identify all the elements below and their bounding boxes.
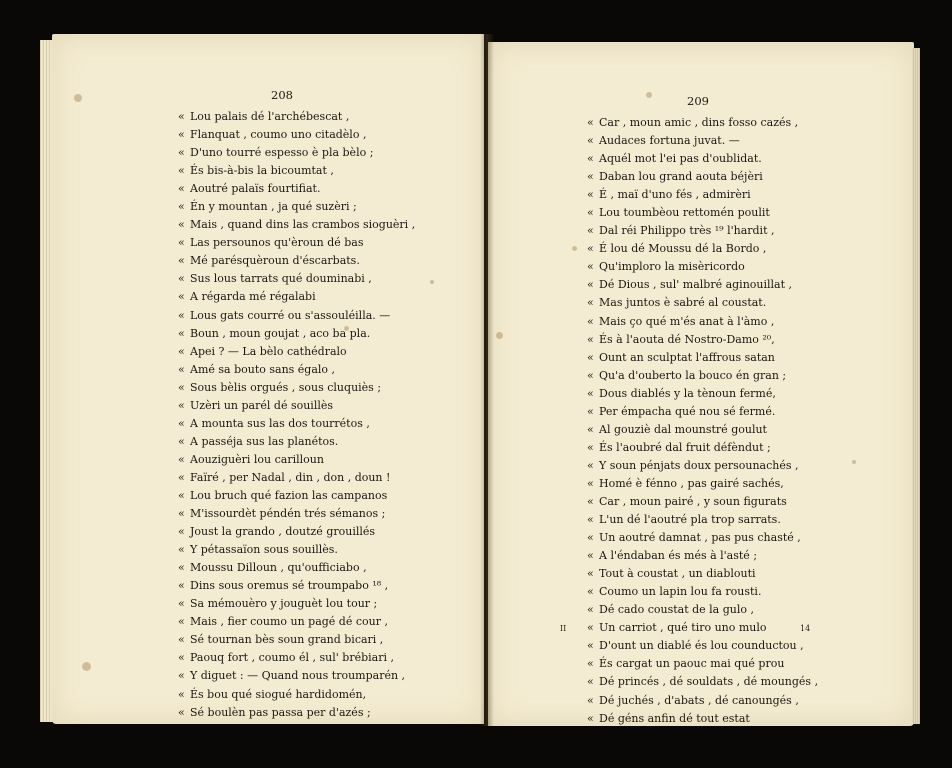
verse-text: Paouq fort , coumo él , sul' brébiari , [190,651,394,665]
quote-mark: « [587,549,594,563]
verse-text: Dous diablés y la tènoun fermé, [599,386,776,400]
verse-line [587,204,818,222]
verse-text: Lou palais dé l'archébescat , [190,110,350,123]
verse-text: Un aoutré damnat , pas pus chasté , [599,531,801,545]
quote-mark: « [178,705,185,719]
verse-text: M'issourdèt péndén trés sémanos ; [190,507,386,521]
quote-mark: « [587,476,594,490]
quote-mark: « [587,332,594,346]
quote-mark: « [587,134,594,148]
verse-text: Moussu Dilloun , qu'oufficiabo , [190,561,367,575]
quote-mark: « [178,507,185,521]
verse-line [178,325,415,343]
verse-line [178,343,415,361]
verse-text: Dé juchés , d'abats , dé canoungés , [599,693,799,707]
quote-mark: « [178,200,185,214]
verse-text: Mas juntos è sabré al coustat. [599,296,767,310]
book-gutter [480,34,494,726]
right-page-edges [912,48,920,724]
verse-text: D'ount un diablé és lou counductou , [599,639,804,653]
verse-text: Sus lous tarrats qué douminabi , [190,272,372,286]
verse-line [587,114,818,132]
verse-text: Flanquat , coumo uno citadèlo , [190,128,367,142]
verse-text: És l'aoubré dal fruit défèndut ; [599,440,771,454]
verse-text: Mais ço qué m'és anat à l'àmo , [599,314,775,328]
quote-mark: « [587,585,594,599]
verse-line [178,704,415,722]
quote-mark: « [587,675,594,689]
quote-mark: « [178,398,185,412]
verse-line [178,667,415,685]
verse-line [587,349,818,367]
left-page [52,34,484,724]
verse-text: Daban lou grand aouta béjèri [599,170,763,184]
quote-mark: « [587,206,594,220]
verse-line [178,433,415,451]
quote-mark: « [178,633,185,647]
quote-mark: « [587,368,594,382]
verse-line [587,457,818,475]
verse-text: Aoutré palaïs fourtifiat. [190,182,321,196]
verse-text: É lou dé Moussu dé la Bordo , [599,242,767,256]
verse-line [178,379,415,397]
verse-line [587,168,818,186]
verse-line [587,421,818,439]
foxing-spot [74,94,82,102]
signature-mark: 14 [800,624,811,633]
verse-line [178,288,415,306]
quote-mark: « [178,669,185,683]
verse-text: Al gouziè dal mounstré goulut [599,422,767,436]
quote-mark: « [178,272,185,286]
verse-line [587,475,818,493]
verse-text: És bis-à-bis la bicoumtat , [190,164,334,178]
quote-mark: « [178,380,185,394]
verse-text: Dé géns anfin dé tout estat [599,711,750,725]
quote-mark: « [587,188,594,202]
quote-mark: « [587,422,594,436]
verse-text: Audaces fortuna juvat. — [599,134,740,148]
quote-mark: « [178,128,185,142]
verse-text: Mais , quand dins las crambos sioguèri , [190,218,416,232]
verse-line [178,234,415,252]
verse-line [178,198,415,216]
foxing-spot [496,332,503,339]
verse-text: Ount an sculptat l'affrous satan [599,350,775,364]
verse-line [587,511,818,529]
verse-line [587,240,818,258]
verse-line [587,493,818,511]
quote-mark: « [587,621,594,635]
page-number: 208 [271,88,293,102]
verse-line [178,487,415,505]
quote-mark: « [178,182,185,196]
quote-mark: « [587,440,594,454]
verse-text: A passéja sus las planétos. [190,434,339,448]
verse-line [178,686,415,704]
verse-text: Sous bèlis orgués , sous cluquiès ; [190,380,382,394]
verse-line [178,451,415,469]
quote-mark: « [587,603,594,617]
verse-line [178,577,415,595]
foxing-spot [430,280,434,284]
quote-mark: « [178,543,185,557]
verse-text: D'uno tourré espesso è pla bèlo ; [190,146,374,160]
verse-text: Mais , fier coumo un pagé dé cour , [190,615,388,629]
quote-mark: « [178,146,185,160]
quote-mark: « [178,290,185,304]
verse-lines [178,108,415,722]
verse-line [587,403,818,421]
quote-mark: « [178,326,185,340]
verse-text: És cargat un paouc mai qué prou [599,657,785,671]
quote-mark: « [178,110,185,123]
verse-line [178,162,415,180]
quote-mark: « [178,434,185,448]
quote-mark: « [587,693,594,707]
verse-line [178,649,415,667]
right-page [488,42,914,726]
quote-mark: « [587,458,594,472]
verse-line [178,415,415,433]
quote-mark: « [587,314,594,328]
foxing-spot [344,326,349,331]
quote-mark: « [587,657,594,671]
verse-text: Lous gats courré ou s'assouléilla. — [190,308,391,322]
quote-mark: « [587,278,594,292]
quote-mark: « [178,579,185,593]
verse-text: Qu'a d'ouberto la bouco én gran ; [599,368,787,382]
foxing-spot [646,92,652,98]
quote-mark: « [587,513,594,527]
verse-line [178,252,415,270]
verse-line [587,529,818,547]
verse-text: Un carriot , qué tiro uno mulo [599,621,767,635]
verse-line [587,601,818,619]
verse-text: Y pétassaïon sous souillès. [190,543,338,557]
quote-mark: « [587,224,594,238]
verse-line [178,361,415,379]
verse-text: Sa mémouèro y jouguèt lou tour ; [190,597,378,611]
verse-line [587,258,818,276]
quote-mark: « [178,218,185,232]
verse-line [587,673,818,691]
verse-line [178,631,415,649]
verse-line [587,222,818,240]
quote-mark: « [587,386,594,400]
verse-line [587,637,818,655]
verse-line [178,505,415,523]
verse-text: Apei ? — La bèlo cathédralo [190,344,347,358]
verse-text: Car , moun amic , dins fosso cazés , [599,116,799,129]
quote-mark: « [178,452,185,466]
quote-mark: « [178,236,185,250]
quote-mark: « [178,344,185,358]
page-number: 209 [687,94,709,108]
verse-line [178,180,415,198]
verse-line [587,385,818,403]
verse-text: Joust la grando , doutzé grouillés [190,525,376,539]
quote-mark: « [178,615,185,629]
verse-line [178,144,415,162]
verse-text: A l'éndaban és més à l'asté ; [599,549,758,563]
verse-text: Uzèri un parél dé souillès [190,398,334,412]
verse-text: Y soun pénjats doux persounachés , [599,458,799,472]
verse-text: A mounta sus las dos tourrétos , [190,416,370,430]
verse-line [587,565,818,583]
verse-text: Sé tournan bès soun grand bicari , [190,633,384,647]
verse-line [178,270,415,288]
verse-text: Aquél mot l'ei pas d'oublidat. [599,152,762,166]
verse-line [178,559,415,577]
quote-mark: « [178,308,185,322]
foxing-spot [82,662,91,671]
quote-mark: « [587,567,594,581]
quote-mark: « [587,494,594,508]
quote-mark: « [587,350,594,364]
quote-mark: « [178,164,185,178]
verse-line [178,397,415,415]
quote-mark: « [587,639,594,653]
verse-text: Boun , moun goujat , aco ba pla. [190,326,371,340]
verse-lines [587,114,818,728]
quote-mark: « [587,296,594,310]
quote-mark: « [587,711,594,725]
quote-mark: « [178,470,185,484]
verse-line [587,619,818,637]
verse-text: Car , moun pairé , y soun figurats [599,494,787,508]
quote-mark: « [178,687,185,701]
verse-text: És bou qué siogué hardidomén, [190,687,367,701]
foxing-spot [572,246,577,251]
quote-mark: « [587,170,594,184]
verse-line [587,294,818,312]
verse-text: És à l'aouta dé Nostro-Damo ²⁰, [599,332,775,346]
verse-line [587,583,818,601]
verse-text: Amé sa bouto sans égalo , [190,362,336,376]
verse-text: Sé boulèn pas passa per d'azés ; [190,705,371,719]
quote-mark: « [178,254,185,268]
verse-line [587,439,818,457]
foxing-spot [852,460,856,464]
verse-text: Dé Dious , sul' malbré aginouillat , [599,278,793,292]
verse-line [587,313,818,331]
verse-text: Dé princés , dé souldats , dé moungés , [599,675,819,689]
verse-line [587,150,818,168]
quote-mark: « [178,597,185,611]
quote-mark: « [587,152,594,166]
verse-line [587,132,818,150]
quote-mark: « [178,651,185,665]
quote-mark: « [587,260,594,274]
verse-line [587,655,818,673]
quote-mark: « [178,416,185,430]
verse-line [178,541,415,559]
verse-text: Dins sous oremus sé troumpabo ¹⁸ , [190,579,389,593]
verse-line [178,307,415,325]
verse-text: É , maï d'uno fés , admirèri [599,188,751,202]
verse-text: Per émpacha qué nou sé fermé. [599,404,776,418]
quote-mark: « [178,488,185,502]
verse-line [178,469,415,487]
quote-mark: « [587,242,594,256]
verse-line [587,367,818,385]
verse-line [178,523,415,541]
quote-mark: « [178,561,185,575]
quote-mark: « [178,362,185,376]
verse-text: Dé cado coustat de la gulo , [599,603,754,617]
verse-text: Faïré , per Nadal , din , don , doun ! [190,470,391,484]
verse-line [178,126,415,144]
quote-mark: « [587,404,594,418]
verse-line [587,547,818,565]
signature-mark: II [560,624,567,633]
verse-line [587,331,818,349]
verse-text: Lou toumbèou rettomén poulit [599,206,770,220]
verse-text: A régarda mé régalabi [190,290,316,304]
verse-text: Homé è fénno , pas gairé sachés, [599,476,784,490]
verse-text: Én y mountan , ja qué suzèri ; [190,200,357,214]
quote-mark: « [587,116,594,129]
verse-line [178,108,415,126]
quote-mark: « [178,525,185,539]
verse-line [178,216,415,234]
verse-text: Y diguet : — Quand nous troumparén , [190,669,406,683]
verse-text: Mé parésquèroun d'éscarbats. [190,254,360,268]
verse-line [178,613,415,631]
verse-line [587,276,818,294]
verse-text: Aouziguèri lou carilloun [190,452,324,466]
verse-text: Dal réi Philippo très ¹⁹ l'hardit , [599,224,775,238]
verse-line [587,692,818,710]
quote-mark: « [587,531,594,545]
verse-text: Qu'imploro la misèricordo [599,260,745,274]
verse-text: L'un dé l'aoutré pla trop sarrats. [599,513,781,527]
verse-text: Coumo un lapin lou fa rousti. [599,585,762,599]
verse-text: Las persounos qu'èroun dé bas [190,236,364,250]
verse-line [587,710,818,728]
verse-text: Tout à coustat , un diablouti [599,567,756,581]
verse-line [178,595,415,613]
verse-text: Lou bruch qué fazion las campanos [190,488,388,502]
verse-line [587,186,818,204]
